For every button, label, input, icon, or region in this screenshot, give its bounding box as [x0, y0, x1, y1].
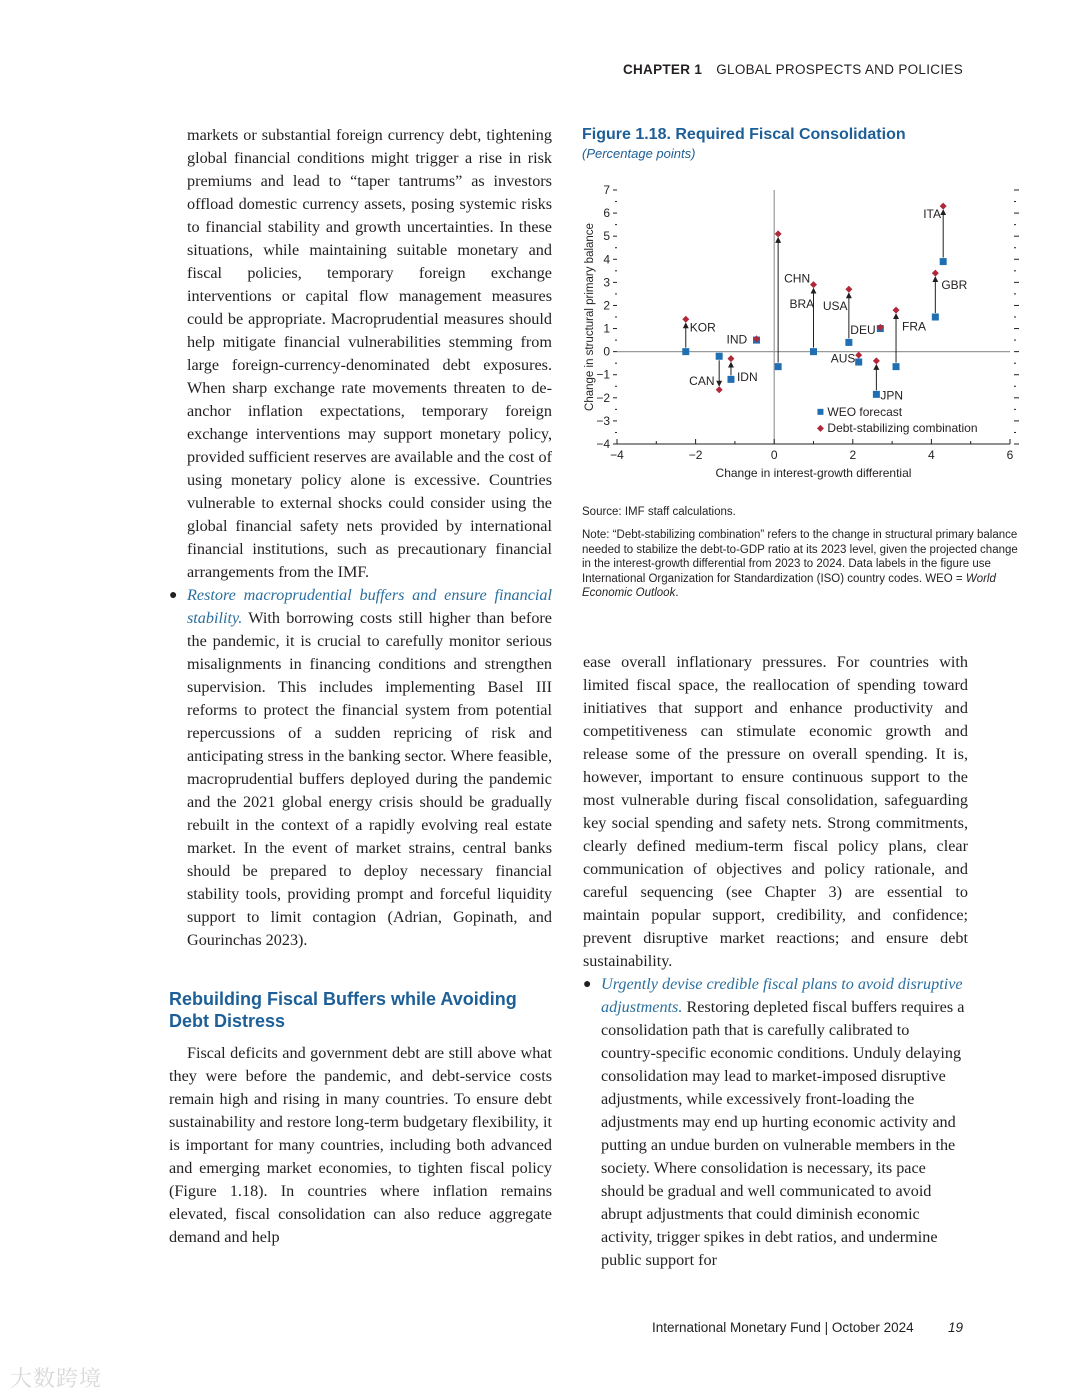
debt-marker-fra: [893, 307, 900, 314]
data-label-deu: DEU: [850, 322, 876, 337]
figure-title: Figure 1.18. Required Fiscal Consolidation: [582, 126, 906, 143]
right-column: [583, 651, 968, 1272]
debt-marker-gbr: [932, 270, 939, 277]
section-heading: Rebuilding Fiscal Buffers while Avoiding Debt Distress: [169, 989, 517, 1031]
x-tick-label: 0: [770, 448, 778, 462]
weo-marker-idn: [727, 376, 734, 383]
bullet-item-fiscal-plans: [583, 973, 968, 1272]
y-tick-label: −1: [596, 367, 610, 382]
data-label-ita: ITA: [923, 206, 941, 221]
data-label-usa: USA: [822, 298, 848, 313]
y-tick-label: −4: [596, 437, 610, 451]
data-label-jpn: JPN: [880, 388, 904, 403]
debt-marker-idn: [727, 355, 734, 362]
y-axis-label: Change in structural primary balance: [584, 223, 596, 411]
weo-marker-jpn: [873, 391, 880, 398]
legend-weo-label: WEO forecast: [827, 404, 903, 419]
bullet-lead: Urgently devise credible fiscal plans to avoid disruptive adjustments.: [601, 975, 963, 1016]
bullet-item-macroprudential: [169, 584, 552, 952]
weo-marker-can: [716, 353, 723, 360]
note-suffix: .: [675, 587, 679, 599]
body-paragraph: markets or substantial foreign currency debt, tightening global financial conditions might trigger a rise in risk premiums and lead to “taper tantrums” as investors offload domestic currency assets, posing systemic risks to financial stability and growth uncertainties. In these situations, while maintaining suitable monetary and fiscal policies, temporary foreign exchange interventions or capital flow management measures could be appropriate. Macroprudential measures should help mitigate financial vulnerabilities stemming from large foreign-currency-denominated debt exposures. When sharp exchange rate movements threaten to de-anchor inflation expectations, temporary foreign exchange interventions may support monetary policy, provided sufficient reserves are available and the cost of using monetary policy alone is excessive. Countries vulnerable to external shocks could consider using the global financial safety nets provided by international financial institutions, such as precautionary financial arrangements from the IMF.: [187, 126, 552, 581]
weo-marker-usa: [845, 339, 852, 346]
weo-marker-chn: [775, 363, 782, 370]
debt-marker-aus: [855, 352, 862, 359]
legend-debt-label: Debt-stabilizing combination: [827, 420, 978, 435]
y-tick-label: 6: [603, 206, 610, 221]
y-tick-label: −3: [596, 413, 610, 428]
x-tick-label: −4: [610, 448, 624, 462]
debt-marker-bra: [810, 281, 817, 288]
data-label-fra: FRA: [902, 319, 927, 334]
x-tick-label: 6: [1006, 448, 1014, 462]
debt-marker-jpn: [873, 357, 880, 364]
watermark-logo: 大数跨境: [10, 1367, 103, 1392]
debt-marker-can: [716, 386, 723, 393]
weo-marker-bra: [810, 348, 817, 355]
data-label-can: CAN: [689, 373, 715, 388]
data-label-gbr: GBR: [941, 278, 968, 293]
weo-marker-kor: [682, 348, 689, 355]
data-label-ind: IND: [726, 332, 748, 347]
debt-marker-chn: [775, 230, 782, 237]
bullet-body: Restoring depleted fiscal buffers requires a consolidation path that is carefully calibrated to country-specific economic conditions. Unduly delaying consolidation may lead to market-imposed disruptive adjustments, while excessively front-loading the adjustments may end up hurting economic activity and putting an undue burden on vulnerable members in the society. Where consolidation is necessary, its pace should be gradual and well communicated to avoid abrupt adjustments that could diminish economic activity, trigger spikes in debt ratios, and undermine public support for: [601, 998, 965, 1269]
figure-source: Source: IMF staff calculations.: [582, 506, 736, 518]
y-tick-label: 0: [603, 344, 610, 359]
bullet-icon: ●: [169, 588, 178, 603]
body-paragraph: ease overall inflationary pressures. For countries with limited fiscal space, the reallocation of spending toward initiatives that support and enhance productivity and competitiveness can stimulate economic growth and release some of the pressure on overall spending. It is, however, important to ensure continuous support to the most vulnerable during fiscal consolidation, safeguarding key social spending and safety nets. Strong commitments, clearly defined medium-term fiscal policy plans, clear communication of objectives and policy rationale, and careful sequencing (see Chapter 3) are essential to maintain popular support, credibility, and confidence; prevent disruptive market reactions; and ensure debt sustainability.: [583, 653, 968, 970]
x-tick-label: 2: [849, 448, 857, 462]
page-number: 19: [948, 1320, 964, 1335]
y-tick-label: 5: [603, 229, 610, 244]
y-tick-label: 1: [603, 321, 610, 336]
footer-text: International Monetary Fund | October 2024: [652, 1320, 914, 1335]
chapter-title: GLOBAL PROSPECTS AND POLICIES: [716, 62, 963, 77]
y-tick-label: −2: [596, 390, 610, 405]
data-label-idn: IDN: [736, 369, 758, 384]
note-text: Note: “Debt-stabilizing combination” refers to the change in structural primary balance needed to stabilize the debt-to-GDP ratio at its 2023 level, given the projected change in the interest-growth differential from 2023 to 2024. Data labels in the figure use International Organization for Standardization (ISO) country codes. WEO =: [582, 529, 1018, 585]
legend-debt-icon: [817, 425, 824, 432]
data-label-kor: KOR: [689, 320, 716, 335]
figure-subtitle: (Percentage points): [582, 146, 696, 161]
debt-marker-kor: [682, 316, 689, 323]
debt-marker-usa: [845, 286, 852, 293]
data-label-chn: CHN: [784, 271, 811, 286]
y-tick-label: 2: [603, 298, 610, 313]
weo-marker-aus: [855, 359, 862, 366]
x-tick-label: −2: [688, 448, 703, 462]
y-tick-label: 7: [603, 183, 610, 197]
data-label-aus: AUS: [830, 351, 856, 366]
bullet-lead: Restore macroprudential buffers and ensure financial stability.: [187, 586, 552, 627]
figure-note: [582, 528, 1022, 601]
left-column: [169, 124, 552, 1249]
weo-marker-ita: [940, 258, 947, 265]
scatter-chart: [576, 178, 1026, 488]
data-label-bra: BRA: [789, 297, 815, 312]
body-paragraph: Fiscal deficits and government debt are still above what they were before the pandemic, and debt-service costs remain high and rising in many countries. To ensure debt sustainability and restore long-term budgetary flexibility, it is important for many countries, including both advanced and emerging market economies, to tighten fiscal policy (Figure 1.18). In countries where inflation remains elevated, fiscal consolidation can also reduce aggregate demand and help: [169, 1044, 552, 1246]
note-italic: World Economic Outlook: [582, 572, 996, 599]
y-tick-label: 4: [603, 252, 610, 267]
bullet-body: With borrowing costs still higher than before the pandemic, it is crucial to carefully monitor serious misalignments in financing conditions and strengthen supervision. This includes implementing Basel III reforms to protect the financial system from potential repercussions of a sudden repricing of risk and anticipating stress in the banking sector. Where feasible, macroprudential buffers deployed during the pandemic and the 2021 global energy crisis should be gradually rebuilt in the context of a rapidly evolving real estate market. In the event of market strains, central banks should be prepared to deploy necessary financial stability tools, providing prompt and forceful liquidity support to limit contagion (Adrian, Gopinath, and Gourinchas 2023).: [187, 609, 552, 949]
x-tick-label: 4: [928, 448, 935, 462]
y-tick-label: 3: [603, 275, 610, 290]
chapter-number: CHAPTER 1: [622, 62, 703, 77]
weo-marker-fra: [893, 363, 900, 370]
x-axis-label: Change in interest-growth differential: [715, 466, 912, 480]
weo-marker-gbr: [932, 314, 939, 321]
legend-weo-icon: [817, 409, 823, 415]
bullet-icon: ●: [583, 977, 592, 992]
running-header: [623, 62, 963, 77]
